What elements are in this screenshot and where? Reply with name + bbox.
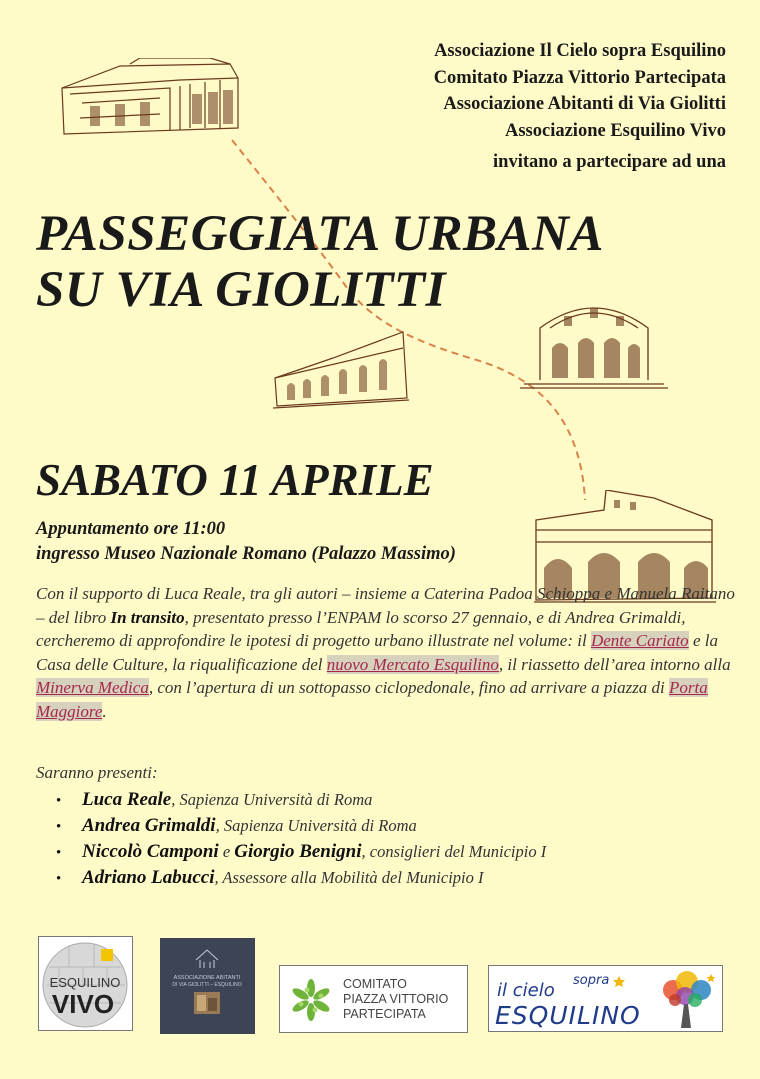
pinwheel-icon <box>291 979 331 1021</box>
bullet-icon: • <box>56 819 62 835</box>
logo-cs-line2: sopra <box>573 973 610 988</box>
presenters-list <box>56 789 546 893</box>
presenter-name: Luca Reale <box>82 789 172 810</box>
presenter-role: , consiglieri del Municipio I <box>361 842 547 861</box>
book-title: In transito <box>110 607 185 627</box>
link-mercato-esquilino[interactable]: nuovo Mercato Esquilino <box>326 654 499 674</box>
tree-icon <box>663 971 711 1028</box>
logo-esquilino-vivo <box>38 936 133 1031</box>
description-text: , presentato presso l’ENPAM lo scorso 27 gennaio, e di Andrea Grimaldi, cercheremo di approfondire le ipotesi di progetto urbano illustrate nel volume: il <box>36 607 686 651</box>
logo-comitato <box>279 965 468 1033</box>
link-minerva-medica[interactable]: Minerva Medica <box>36 678 149 698</box>
title-line-2: SU VIA GIOLITTI <box>36 262 446 318</box>
event-title <box>36 206 604 318</box>
appointment <box>36 517 456 567</box>
presenter-name: Niccolò Camponi <box>82 841 219 862</box>
organizer-abitanti: Associazione Abitanti di Via Giolitti <box>443 94 726 114</box>
bullet-icon: • <box>56 845 62 861</box>
link-porta-maggiore[interactable]: Porta Maggiore <box>36 678 708 721</box>
list-item <box>56 815 546 841</box>
description-text: e la Casa delle Culture, la riqualificazione del <box>36 631 718 674</box>
logo-cs-line3: ESQUILINO <box>495 1001 641 1030</box>
list-item <box>56 867 546 893</box>
logo-ev-line1: ESQUILINO <box>49 975 121 990</box>
bullet-icon: • <box>56 793 62 809</box>
description-text: , il riassetto dell’area intorno alla <box>498 654 731 674</box>
logo-cp-line2: PIAZZA VITTORIO <box>343 992 449 1006</box>
description-text: . <box>102 701 107 721</box>
presenters-label: Saranno presenti: <box>36 763 158 782</box>
presenter-name: Andrea Grimaldi <box>82 815 216 836</box>
invite-line: invitano a partecipare ad una <box>493 152 726 172</box>
bullet-icon: • <box>56 871 62 887</box>
presenter-role: , Assessore alla Mobilità del Municipio I <box>214 868 484 887</box>
appointment-time: Appuntamento ore 11:00 <box>36 519 226 539</box>
esquilino-vivo-emblem <box>39 937 132 1030</box>
presenter-name: Adriano Labucci <box>82 867 215 888</box>
organizer-esquilino-vivo: Associazione Esquilino Vivo <box>504 120 726 141</box>
description-paragraph <box>36 582 746 724</box>
organizers-list <box>434 38 726 144</box>
title-line-1: PASSEGGIATA URBANA <box>36 206 604 262</box>
logo-abitanti <box>160 938 255 1034</box>
description-text: Con il supporto di Luca Reale, tra gli autori – insieme a Caterina Padoa Schioppa e Manuela Raitano – del libro <box>36 584 735 627</box>
logo-cielo-sopra-esquilino <box>488 965 723 1032</box>
presenter-joiner: e <box>218 842 235 861</box>
list-item <box>56 789 546 815</box>
event-date: SABATO 11 APRILE <box>36 455 434 505</box>
organizer-comitato: Comitato Piazza Vittorio Partecipata <box>433 67 726 88</box>
appointment-place: ingresso Museo Nazionale Romano (Palazzo Massimo) <box>36 544 456 564</box>
organizer-cielo: Associazione Il Cielo sopra Esquilino <box>434 41 726 61</box>
logo-cp-line3: PARTECIPATA <box>343 1007 426 1021</box>
station-sketch-icon <box>273 328 409 410</box>
logo-aa-line2: DI VIA GIOLITTI – ESQUILINO <box>172 982 242 988</box>
list-item <box>56 841 546 867</box>
link-dente-cariato[interactable]: Dente Cariato <box>590 631 689 651</box>
presenter-role: , Sapienza Università di Roma <box>171 790 373 809</box>
logo-cs-line1: il cielo <box>497 980 555 1001</box>
presenter-role: , Sapienza Università di Roma <box>215 816 417 835</box>
logo-ev-line2: VIVO <box>51 989 115 1019</box>
building-sketch-icon <box>60 58 242 138</box>
presenter-name: Giorgio Benigni <box>234 841 362 862</box>
logo-aa-line1: ASSOCIAZIONE ABITANTI <box>173 975 241 981</box>
logo-cp-line1: COMITATO <box>343 977 407 991</box>
description-text: , con l’apertura di un sottopasso ciclopedonale, fino ad arrivare a piazza di <box>148 678 670 698</box>
